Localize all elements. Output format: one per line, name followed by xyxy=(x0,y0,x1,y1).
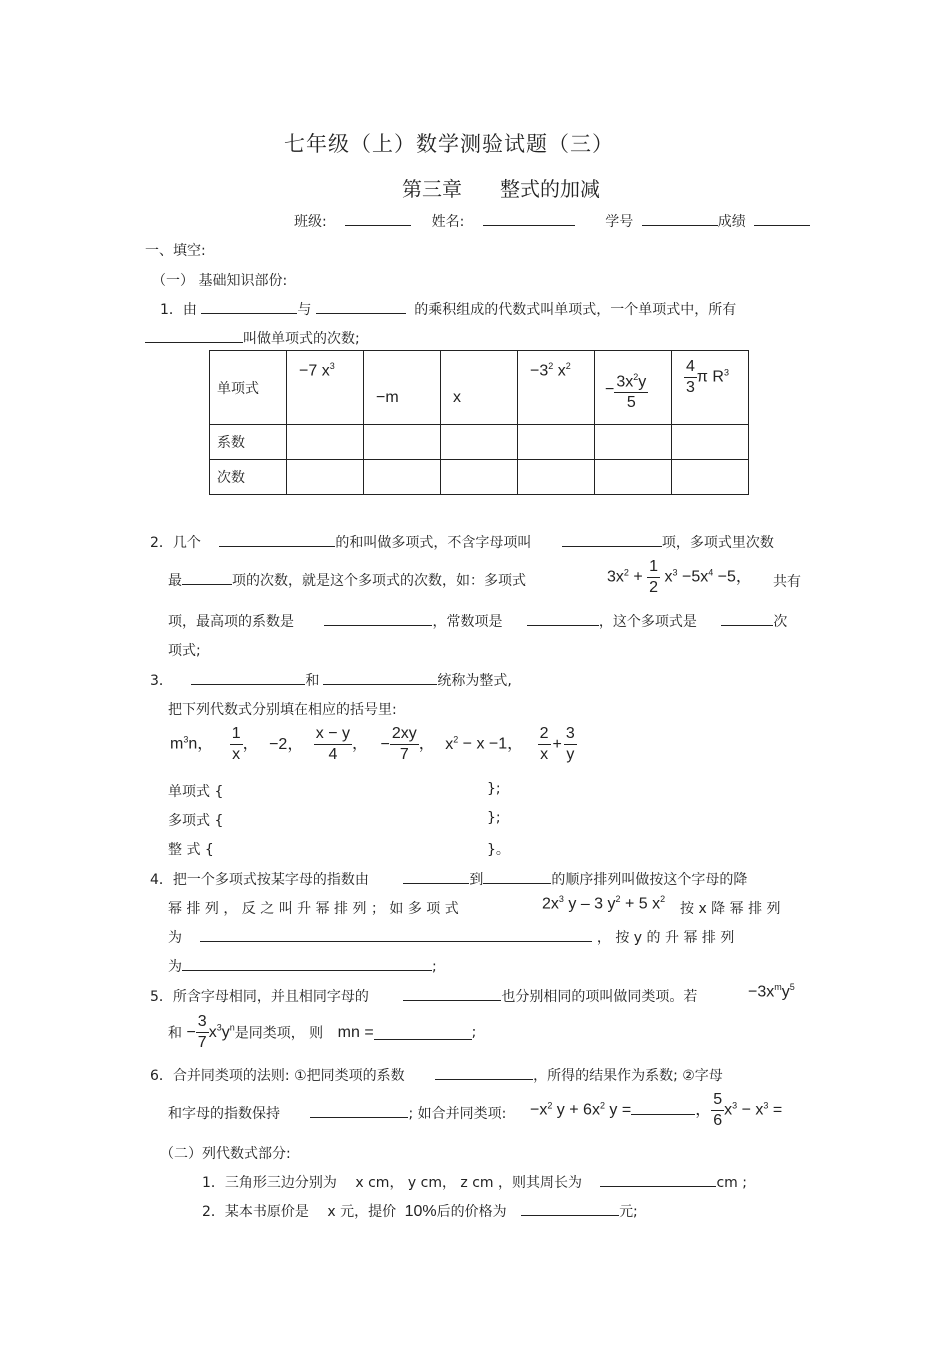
q6-text-b: ，所得的结果作为系数; ②字母 xyxy=(533,1068,723,1084)
q1-text-d: 叫做单项式的次数; xyxy=(243,331,360,347)
q4-text-b: 到 xyxy=(469,872,484,888)
q3-text-b: 和 xyxy=(305,673,320,689)
id-label: 学号 xyxy=(605,214,634,230)
chapter-number: 第三章 xyxy=(402,177,462,201)
q2-blank-6[interactable] xyxy=(721,611,773,626)
monomial-table xyxy=(209,350,749,495)
degree-cell[interactable] xyxy=(595,460,672,495)
q3-blank-2[interactable] xyxy=(323,670,437,685)
part1-heading: （一） 基础知识部份: xyxy=(152,273,288,289)
part2-heading: （二）列代数式部分: xyxy=(160,1146,291,1162)
coef-cell[interactable] xyxy=(672,425,749,460)
q4-text-f: 为 xyxy=(168,930,182,946)
q5-text-e: mn = xyxy=(337,1023,374,1041)
question-5-line2 xyxy=(168,1012,476,1053)
p2-text-a: 2．某本书原价是 xyxy=(202,1204,309,1220)
q1-blank-1[interactable] xyxy=(201,299,297,314)
q3-polynomial-set: 多项式 { xyxy=(168,813,224,829)
q2-blank-1[interactable] xyxy=(219,532,335,547)
page-title: 七年级（上）数学测验试题（三） xyxy=(284,132,614,156)
q2-text-e: 项的次数，就是这个多项式的次数，如：多项式 xyxy=(232,573,526,589)
q4-polynomial: $2x^3$ y – 3 $y^2 + 5$ $x^2$ xyxy=(542,894,666,913)
question-2-line1 xyxy=(150,532,774,552)
degree-cell[interactable] xyxy=(287,460,364,495)
class-blank[interactable] xyxy=(345,211,411,226)
monomial-cell-1: −7 $x^3$ xyxy=(287,351,364,425)
degree-cell[interactable] xyxy=(364,460,441,495)
q2-blank-3[interactable] xyxy=(182,570,232,585)
q3-blank-1[interactable] xyxy=(191,670,305,685)
q2-text-c: 项，多项式里次数 xyxy=(661,535,774,551)
id-blank[interactable] xyxy=(642,211,718,226)
question-4-line1 xyxy=(150,869,747,889)
q4-text-i: ; xyxy=(432,959,437,975)
name-blank[interactable] xyxy=(483,211,575,226)
p2-blank[interactable] xyxy=(521,1201,619,1216)
q6-blank-2[interactable] xyxy=(310,1103,408,1118)
monomial-cell-3: x xyxy=(441,351,518,425)
q6-expression: $-x^2$ $y + 6x^2$ y = ， $\frac{5}{6}$ $x^3 - x^3$ = xyxy=(530,1091,783,1129)
q2-text-h: ，常数项是 xyxy=(432,614,503,630)
q1-blank-2[interactable] xyxy=(316,299,406,314)
coef-cell[interactable] xyxy=(518,425,595,460)
question-6-line1 xyxy=(150,1065,723,1085)
q5-text-b: 也分别相同的项叫做同类项。若 xyxy=(501,989,698,1005)
p2-text-d: 后的价格为 xyxy=(436,1204,507,1220)
q1-text-a: 1．由 xyxy=(160,302,197,318)
p2-text-c: 10% xyxy=(404,1203,437,1220)
p1-blank[interactable] xyxy=(600,1172,716,1187)
question-4-line3 xyxy=(168,927,734,947)
class-label: 班级: xyxy=(294,214,327,230)
q3-polynomial-set-end: }; xyxy=(487,810,501,826)
q4-text-d: 幂 排 列 ， 反 之 叫 升 幂 排 列 ； 如 多 项 式 xyxy=(168,901,459,917)
monomial-cell-4: $-3^2$ $x^2$ xyxy=(518,351,595,425)
q2-blank-4[interactable] xyxy=(324,611,432,626)
q2-blank-5[interactable] xyxy=(527,611,599,626)
q6-text-d: ; 如合并同类项: xyxy=(408,1106,507,1122)
q2-text-g: 项，最高项的系数是 xyxy=(168,614,294,630)
question-2-line3 xyxy=(168,611,787,631)
p1-text-a: 1．三角形三边分别为 xyxy=(202,1175,337,1191)
q5-text-a: 5．所含字母相同，并且相同字母的 xyxy=(150,989,369,1005)
q5-blank-2[interactable] xyxy=(374,1025,472,1040)
q1-text-b: 与 xyxy=(297,302,312,318)
q2-text-j: 次 xyxy=(773,614,788,630)
score-blank[interactable] xyxy=(754,211,810,226)
row-label-degree: 次数 xyxy=(210,460,287,495)
q4-text-a: 4．把一个多项式按某字母的指数由 xyxy=(150,872,369,888)
q3-instruction: 把下列代数式分别填在相应的括号里: xyxy=(168,702,397,718)
monomial-cell-2: −m xyxy=(364,351,441,425)
q5-blank-1[interactable] xyxy=(403,986,501,1001)
q2-text-d: 最 xyxy=(168,573,182,589)
p2-text-e: 元; xyxy=(619,1204,638,1220)
monomial-cell-6: $\frac{4}{3}$ π $R^3$ xyxy=(672,351,749,425)
q2-text-k: 项式; xyxy=(168,643,201,659)
row-label-coefficient: 系数 xyxy=(210,425,287,460)
question-1-line2 xyxy=(145,328,360,348)
p2-text-b: x 元，提价 xyxy=(327,1204,397,1220)
question-5-line1 xyxy=(150,986,697,1006)
q1-text-c: 的乘积组成的代数式叫单项式，一个单项式中，所有 xyxy=(414,302,737,318)
q4-text-h: 为 xyxy=(168,959,182,975)
q5-expression-2: − $\frac{3}{7}$ $x^3y^n$ xyxy=(186,1013,235,1051)
q5-expression-1: $-3x^my^5$ xyxy=(748,982,795,1001)
q2-text-i: ，这个多项式是 xyxy=(598,614,697,630)
q3-text-c: 统称为整式, xyxy=(437,673,512,689)
coef-cell[interactable] xyxy=(441,425,518,460)
q5-text-d: 是同类项， 则 xyxy=(234,1025,324,1042)
q3-monomial-set: 单项式 { xyxy=(168,784,224,800)
q4-blank-2[interactable] xyxy=(483,869,551,884)
degree-cell[interactable] xyxy=(441,460,518,495)
q3-integral-set-end: }。 xyxy=(487,842,510,858)
question-3-line1 xyxy=(150,670,512,690)
question-4-line4 xyxy=(168,956,437,976)
q4-text-g: ， 按 y 的 升 幂 排 列 xyxy=(596,930,735,946)
q6-text-a: 6．合并同类项的法则: ①把同类项的系数 xyxy=(150,1068,405,1084)
part2-question-1 xyxy=(202,1172,747,1192)
q4-blank-3[interactable] xyxy=(200,927,592,942)
score-label: 成绩 xyxy=(717,214,746,230)
info-line xyxy=(294,211,810,231)
coef-cell[interactable] xyxy=(595,425,672,460)
q3-integral-set: 整 式 { xyxy=(168,842,214,858)
q4-blank-1[interactable] xyxy=(403,869,469,884)
q6-text-c: 和字母的指数保持 xyxy=(168,1106,280,1122)
question-6-line2 xyxy=(168,1103,506,1123)
p1-text-c: cm ; xyxy=(716,1175,747,1191)
coef-cell[interactable] xyxy=(364,425,441,460)
q4-text-e: 按 x 降 幂 排 列 xyxy=(680,901,781,917)
q6-blank-1[interactable] xyxy=(435,1065,533,1080)
q3-text-a: 3． xyxy=(150,673,173,689)
q1-blank-3[interactable] xyxy=(145,328,243,343)
q2-blank-2[interactable] xyxy=(562,532,662,547)
name-label: 姓名: xyxy=(431,214,465,230)
q6-blank-3[interactable] xyxy=(631,1100,695,1115)
degree-cell[interactable] xyxy=(672,460,749,495)
q2-text-f: 共有 xyxy=(773,574,801,590)
section-heading: 一、填空: xyxy=(145,243,206,259)
part2-question-2 xyxy=(202,1201,638,1221)
question-2-line2 xyxy=(168,570,526,590)
q5-text-f: ; xyxy=(471,1024,477,1041)
q2-polynomial: $3x^2$ + $\frac{1}{2}$ $x^3 -5x^4 -5$， xyxy=(607,558,752,596)
q4-text-c: 的顺序排列叫做按这个字母的降 xyxy=(551,872,748,888)
q5-text-c: 和 xyxy=(168,1025,182,1042)
q2-text-a: 2．几个 xyxy=(150,535,201,551)
monomial-cell-5: − $\frac{3x^2y}{5}$ xyxy=(595,351,672,425)
degree-cell[interactable] xyxy=(518,460,595,495)
row-label-monomial: 单项式 xyxy=(210,351,287,425)
q3-monomial-set-end: }; xyxy=(487,781,501,797)
q2-text-b: 的和叫做多项式，不含字母项叫 xyxy=(335,535,532,551)
p1-text-b: x cm， y cm， z cm ，则其周长为 xyxy=(355,1175,582,1191)
q4-blank-4[interactable] xyxy=(182,956,432,971)
coef-cell[interactable] xyxy=(287,425,364,460)
question-1-line1 xyxy=(160,299,736,319)
chapter-name: 整式的加减 xyxy=(500,177,600,201)
q3-expressions: $m^3n$， $\frac{1}{x}$ ， −2， $\frac{x - y}{4}$ ， − $\frac{2xy}{7}$ ， $x^2 - x -1$， $\frac{2}{x}$ + $\frac{3}{y}$ xyxy=(170,725,575,763)
